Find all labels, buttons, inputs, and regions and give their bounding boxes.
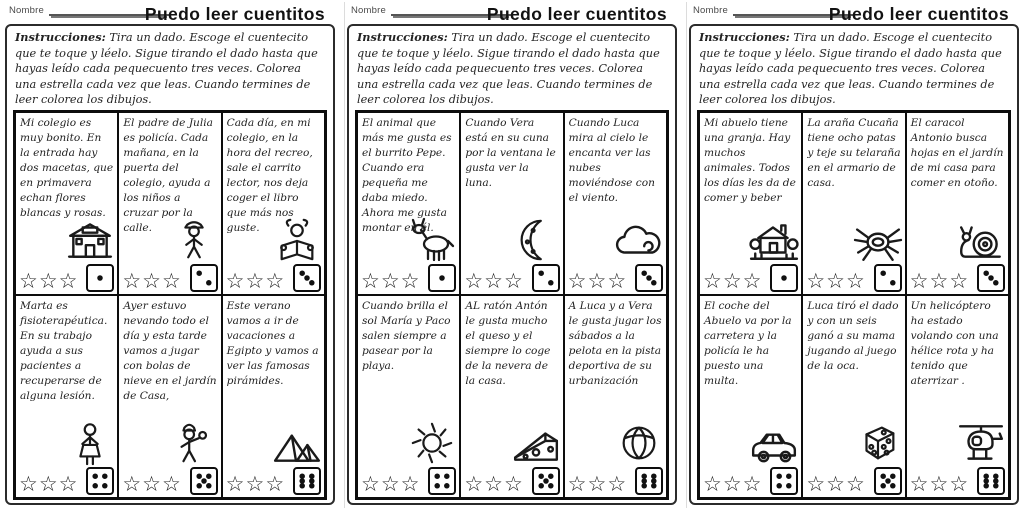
star-icon: ☆ — [929, 269, 950, 294]
cell-footer — [226, 264, 321, 292]
worksheet-page — [344, 2, 679, 508]
cell-footer — [568, 264, 663, 292]
star-rating — [122, 271, 181, 292]
story-cell — [906, 295, 1009, 498]
story-text: Cada día, en mi colegio, en la hora del recreo, sale el carrito lector, nos deja coger el libro que más nos guste. — [226, 116, 313, 235]
star-icon: ☆ — [567, 472, 588, 496]
story-text: Ayer estuvo nevando todo el día y esta tarde vamos a jugar con bolas de nieve en el jardín de Casa, — [123, 300, 217, 403]
dice-3d-icon — [853, 420, 903, 466]
die-face-icon — [977, 264, 1005, 292]
cell-footer — [19, 264, 114, 292]
die-face-icon — [86, 467, 114, 495]
star-rating — [806, 271, 865, 292]
star-icon: ☆ — [722, 472, 743, 496]
die-face-icon — [635, 467, 663, 495]
worksheet-body — [5, 24, 335, 505]
star-rating — [19, 474, 78, 495]
die-face-icon — [874, 264, 902, 292]
die-face-icon — [190, 264, 218, 292]
cheese-icon — [511, 420, 561, 466]
star-icon: ☆ — [380, 472, 401, 496]
story-text: Mi abuelo tiene una granja. Hay muchos animales. Todos los días les da de comer y beber — [704, 116, 796, 205]
die-face-icon — [293, 467, 321, 495]
star-icon: ☆ — [400, 472, 421, 496]
story-text: A Luca y a Vera le gusta jugar los sábados a la pelota en la pista deportiva de su urbanización — [568, 300, 662, 388]
page-title: Puedo leer cuentitos — [828, 4, 1009, 24]
star-icon: ☆ — [845, 269, 866, 294]
star-icon: ☆ — [464, 269, 485, 294]
cell-footer — [361, 264, 456, 292]
star-icon: ☆ — [826, 269, 846, 294]
story-grid — [13, 110, 327, 500]
star-icon: ☆ — [161, 269, 182, 294]
star-icon: ☆ — [142, 269, 162, 294]
star-rating — [226, 271, 285, 292]
worksheet-body — [347, 24, 677, 505]
story-text: El caracol Antonio busca hojas en el jardín de mi casa para comer en otoño. — [910, 116, 1004, 190]
star-icon: ☆ — [464, 472, 485, 496]
story-cell — [460, 295, 563, 498]
die-face-icon — [874, 467, 902, 495]
cell-footer — [19, 467, 114, 495]
cell-footer — [568, 467, 663, 495]
die-face-icon — [293, 264, 321, 292]
cell-footer — [910, 264, 1005, 292]
star-rating — [19, 271, 78, 292]
cell-footer — [122, 264, 217, 292]
star-rating — [910, 474, 969, 495]
die-face-icon — [532, 264, 560, 292]
story-text: Este verano vamos a ir de vacaciones a Egipto y vamos a ver las famosas pirámides. — [226, 300, 319, 388]
star-rating — [464, 474, 523, 495]
story-cell — [357, 112, 460, 295]
die-face-icon — [977, 467, 1005, 495]
instructions-text: Tira un dado. Escoge el cuentecito que te toque y léelo. Sigue tirando el dado hasta que hayas leído cada pequecuento tres veces. Colorea una estrella cada vez que leas. Cuando termines de leer colorea los dibujos. — [357, 31, 660, 107]
instructions-label: Instrucciones: — [357, 30, 448, 44]
star-icon: ☆ — [806, 472, 827, 496]
star-icon: ☆ — [122, 472, 143, 496]
instructions — [357, 30, 667, 108]
star-icon: ☆ — [909, 472, 930, 496]
cell-footer — [226, 467, 321, 495]
story-text: Cuando Vera está en su cuna por la ventana le gusta ver la luna. — [465, 116, 556, 190]
instructions — [15, 30, 325, 108]
story-grid — [355, 110, 669, 500]
star-rating — [464, 271, 523, 292]
story-grid — [697, 110, 1011, 500]
star-icon: ☆ — [703, 472, 723, 496]
pyramids-icon — [272, 420, 322, 466]
star-icon: ☆ — [38, 472, 59, 496]
cloud-icon — [614, 217, 664, 263]
star-icon: ☆ — [484, 472, 504, 496]
ball-icon — [614, 420, 664, 466]
star-icon: ☆ — [567, 269, 588, 294]
instructions-text: Tira un dado. Escoge el cuentecito que te toque y léelo. Sigue tirando el dado hasta que hayas leído cada pequecuento tres veces. Colorea una estrella cada vez que leas. Cuando termines de leer colorea los dibujos. — [699, 31, 1002, 107]
star-rating — [226, 474, 285, 495]
star-icon: ☆ — [225, 269, 246, 294]
story-text: Un helicóptero ha estado volando con una hélice rota y ha tenido que aterrizar . — [910, 300, 999, 388]
story-text: Mi colegio es muy bonito. En la entrada hay dos macetas, que en primavera echan flores blancas y rosas. — [20, 116, 114, 220]
story-cell — [118, 295, 221, 498]
worksheet-body — [689, 24, 1019, 505]
star-icon: ☆ — [845, 472, 866, 496]
story-text: Luca tiró el dado y con un seis ganó a su mama jugando al juego de la oca. — [807, 300, 899, 373]
cell-footer — [464, 264, 559, 292]
story-cell — [15, 295, 118, 498]
story-text: Cuando Luca mira al cielo le encanta ver las nubes moviéndose con el viento. — [568, 116, 655, 205]
star-icon: ☆ — [503, 472, 524, 496]
story-cell — [802, 112, 905, 295]
story-text: El padre de Julia es policía. Cada mañana, en la puerta del colegio, ayuda a los niños a cruzar por la calle. — [123, 116, 213, 235]
star-icon: ☆ — [484, 269, 504, 294]
die-face-icon — [532, 467, 560, 495]
story-cell — [357, 295, 460, 498]
star-icon: ☆ — [361, 269, 381, 294]
cell-footer — [464, 467, 559, 495]
story-text: El animal que más me gusta es el burrito Pepe. Cuando era pequeña me daba miedo. Ahora me gusta montar en él. — [362, 116, 452, 235]
page-header — [345, 2, 679, 24]
star-icon: ☆ — [225, 472, 246, 496]
cell-footer — [806, 467, 901, 495]
story-cell — [118, 112, 221, 295]
donkey-icon — [407, 217, 457, 263]
page-header — [687, 2, 1021, 24]
story-cell — [564, 295, 667, 498]
die-face-icon — [190, 467, 218, 495]
spider-icon — [853, 217, 903, 263]
star-icon: ☆ — [142, 472, 162, 496]
star-icon: ☆ — [722, 269, 743, 294]
star-rating — [910, 271, 969, 292]
story-cell — [906, 112, 1009, 295]
story-text: La araña Cucaña tiene ocho patas y teje su telaraña en el armario de casa. — [807, 116, 901, 190]
star-icon: ☆ — [607, 472, 628, 496]
star-icon: ☆ — [19, 472, 39, 496]
police-officer-icon — [169, 217, 219, 263]
snail-icon — [956, 217, 1006, 263]
die-face-icon — [428, 264, 456, 292]
cell-footer — [806, 264, 901, 292]
star-icon: ☆ — [19, 269, 39, 294]
star-icon: ☆ — [503, 269, 524, 294]
star-icon: ☆ — [361, 472, 381, 496]
cell-footer — [910, 467, 1005, 495]
girl-reading-icon — [272, 217, 322, 263]
moon-icon — [511, 217, 561, 263]
star-rating — [361, 271, 420, 292]
helicopter-icon — [956, 420, 1006, 466]
die-face-icon — [770, 264, 798, 292]
star-rating — [361, 474, 420, 495]
star-rating — [703, 474, 762, 495]
story-cell — [699, 295, 802, 498]
story-text: El coche del Abuelo va por la carretera y la policía le ha puesto una multa. — [704, 300, 792, 388]
star-icon: ☆ — [265, 472, 286, 496]
star-icon: ☆ — [742, 269, 763, 294]
die-face-icon — [770, 467, 798, 495]
story-cell — [699, 112, 802, 295]
star-icon: ☆ — [826, 472, 846, 496]
die-face-icon — [635, 264, 663, 292]
instructions-text: Tira un dado. Escoge el cuentecito que te toque y léelo. Sigue tirando el dado hasta que hayas leído cada pequecuento tres veces. Colorea una estrella cada vez que leas. Cuando termines de leer colorea los dibujos. — [15, 31, 318, 107]
name-label: Nombre — [9, 5, 44, 16]
kid-snowball-icon — [169, 420, 219, 466]
star-icon: ☆ — [122, 269, 143, 294]
star-icon: ☆ — [58, 269, 79, 294]
school-icon — [65, 217, 115, 263]
star-icon: ☆ — [909, 269, 930, 294]
story-cell — [222, 295, 325, 498]
story-cell — [460, 112, 563, 295]
star-icon: ☆ — [265, 269, 286, 294]
star-icon: ☆ — [949, 472, 970, 496]
name-label: Nombre — [693, 5, 728, 16]
story-text: Marta es fisioterapéutica. En su trabajo ayuda a sus pacientes a recuperarse de alguna lesión. — [20, 300, 108, 403]
star-icon: ☆ — [245, 472, 266, 496]
name-label: Nombre — [351, 5, 386, 16]
star-icon: ☆ — [587, 472, 608, 496]
star-icon: ☆ — [400, 269, 421, 294]
story-cell — [564, 112, 667, 295]
instructions-label: Instrucciones: — [699, 30, 790, 44]
star-icon: ☆ — [245, 269, 266, 294]
star-icon: ☆ — [949, 269, 970, 294]
story-cell — [15, 112, 118, 295]
star-icon: ☆ — [587, 269, 608, 294]
cell-footer — [122, 467, 217, 495]
instructions-label: Instrucciones: — [15, 30, 106, 44]
star-icon: ☆ — [806, 269, 827, 294]
instructions — [699, 30, 1009, 108]
car-icon — [749, 420, 799, 466]
page-title: Puedo leer cuentitos — [144, 4, 325, 24]
star-icon: ☆ — [58, 472, 79, 496]
star-rating — [568, 271, 627, 292]
star-icon: ☆ — [161, 472, 182, 496]
story-cell — [222, 112, 325, 295]
die-face-icon — [428, 467, 456, 495]
worksheet-page — [686, 2, 1021, 508]
sun-icon — [407, 420, 457, 466]
cell-footer — [703, 264, 798, 292]
farm-icon — [749, 217, 799, 263]
star-rating — [568, 474, 627, 495]
worksheet-page — [3, 2, 337, 508]
star-icon: ☆ — [380, 269, 401, 294]
die-face-icon — [86, 264, 114, 292]
star-icon: ☆ — [607, 269, 628, 294]
story-cell — [802, 295, 905, 498]
star-icon: ☆ — [742, 472, 763, 496]
page-title: Puedo leer cuentitos — [486, 4, 667, 24]
story-text: AL ratón Antón le gusta mucho el queso y el siempre lo coge de la nevera de la casa. — [465, 300, 551, 388]
cell-footer — [361, 467, 456, 495]
star-icon: ☆ — [703, 269, 723, 294]
story-text: Cuando brilla el sol María y Paco salen siempre a pasear por la playa. — [362, 300, 451, 373]
cell-footer — [703, 467, 798, 495]
star-rating — [806, 474, 865, 495]
page-header — [3, 2, 337, 24]
star-rating — [703, 271, 762, 292]
physiotherapist-icon — [65, 420, 115, 466]
star-rating — [122, 474, 181, 495]
star-icon: ☆ — [929, 472, 950, 496]
star-icon: ☆ — [38, 269, 59, 294]
